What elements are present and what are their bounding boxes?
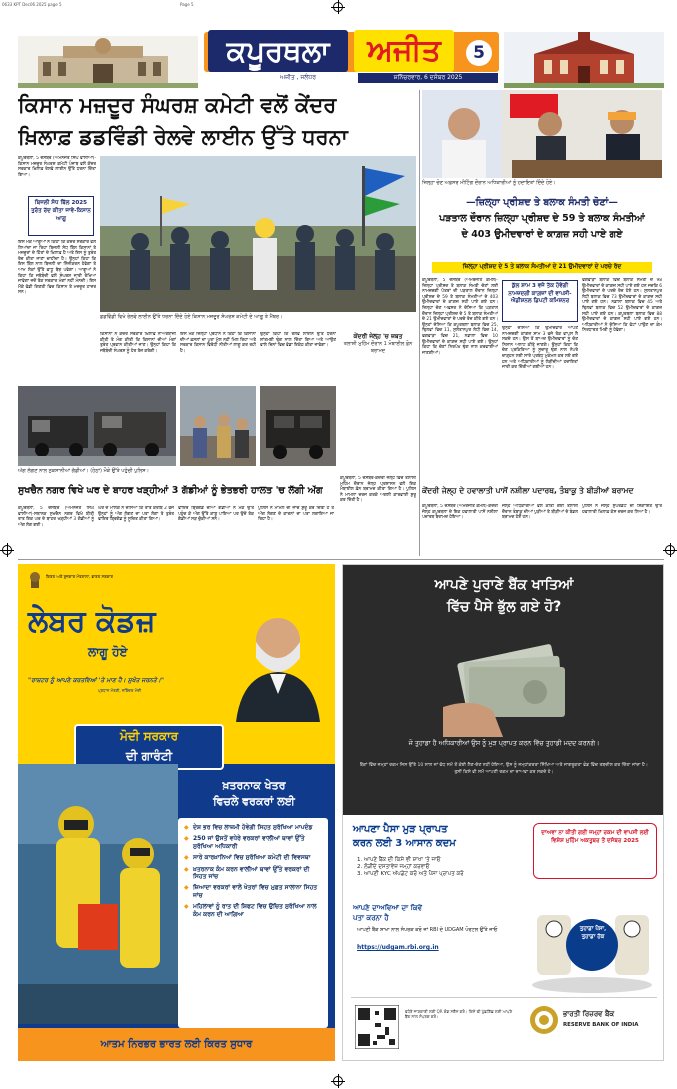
registration-mark-left	[2, 545, 12, 555]
color-calibration-strip	[40, 1078, 68, 1089]
jail-body-column-2: ਜੇਲ੍ਹ ਅਧਿਕਾਰੀਆਂ ਵਲੋਂ ਕੀਤੀ ਗਈ ਤਲਾਸ਼ੀ ਦੌਰਾਨ ਤੰਬਾਕੂ ਦੀਆਂ ਪੁੜੀਆਂ ਤੇ ਬੀੜੀਆਂ ਦੇ ਬੰਡਲ ਬਰਾਮਦ ਹੋਏ ਹਨ।	[502, 504, 578, 521]
burnt-vehicles-illustration	[18, 386, 176, 466]
rbi-campaign-badge	[572, 925, 614, 941]
jail-sub-text: ਤਲਾਸ਼ੀ ਮੁਹਿੰਮ ਦੌਰਾਨ 1 ਮੋਬਾਈਲ ਫ਼ੋਨ ਬਰਾਮਦ	[343, 341, 413, 354]
jail-body-column-3: ਪੁਲਿਸ ਨੇ ਜੇਲ੍ਹ ਸੁਪਰਡੈਂਟ ਦੀ ਸ਼ਿਕਾਇਤ ਉੱਤੇ ਹਵਾਲਾਤੀ ਖ਼ਿਲਾਫ਼ ਕੇਸ ਦਰਜ ਕਰ ਲਿਆ ਹੈ।	[582, 504, 662, 515]
qr-code-icon	[355, 1005, 399, 1049]
guarantee-line1: ਮੋਦੀ ਸਰਕਾਰ	[119, 729, 179, 743]
rbi-headline-line2: ਵਿੱਚ ਪੈਸੇ ਭੁੱਲ ਗਏ ਹੋ?	[446, 599, 562, 615]
right-headline-line1: ਪੜਤਾਲ ਦੌਰਾਨ ਜ਼ਿਲ੍ਹਾ ਪ੍ਰੀਸ਼ਦ ਦੇ 59 ਤੇ ਬਲਾਕ ਸੰਮਤੀਆਂ	[439, 213, 645, 224]
masthead-city: ਅਜੀਤ , ਜਲੰਧਰ	[280, 74, 316, 81]
registration-mark-bottom	[333, 1076, 343, 1086]
rbi-unclaimed-deposits-ad	[342, 564, 664, 1061]
fire-photo-middle	[180, 386, 256, 466]
rbi-info-body: ਬੈਂਕਾਂ ਵਿੱਚ ਜਮ੍ਹਾਂ ਰਕਮ ਜਿਸ ਉੱਤੇ 10 ਸਾਲ ਜਾਂ ਵੱਧ ਸਮੇਂ ਤੋਂ ਕੋਈ ਲੈਣ-ਦੇਣ ਨਹੀਂ ਹੋਇਆ, ਉਸ ਨੂੰ ਜਮ੍ਹਾਂਕਰਤਾ ਸਿੱਖਿਆ ਅਤੇ ਜਾਗਰੂਕਤਾ ਫੰਡ ਵਿੱਚ ਤਬਦੀਲ ਕਰ ਦਿੱਤਾ ਜਾਂਦਾ ਹੈ। ਤੁਸੀਂ ਕਿਸੇ ਵੀ ਸਮੇਂ ਆਪਣੀ ਰਕਮ ਦਾ ਦਾਅਵਾ ਕਰ ਸਕਦੇ ਹੋ।	[360, 763, 648, 775]
labour-benefit-item: ◆ ਦੇਸ਼ ਭਰ ਵਿਚ ਲਾਜ਼ਮੀ ਹੋਵੇਗੀ ਸਿਹਤ ਸੁਰੱਖਿਆ ਮਾਪਦੰਡ	[184, 824, 322, 831]
labour-codes-ad	[18, 564, 335, 1061]
fire-body-column-5: ਕਪੂਰਥਲਾ, 5 ਦਸੰਬਰ-ਕੇਂਦਰੀ ਜੇਲ੍ਹ ਵਿਚ ਤਲਾਸ਼ੀ ਮੁਹਿੰਮ ਦੌਰਾਨ ਜੇਲ੍ਹ ਪ੍ਰਸ਼ਾਸਨ ਵਲੋਂ ਇਕ ਮੋਬਾਈਲ ਫ਼ੋਨ ਬਰਾਮਦ ਕੀਤਾ ਗਿਆ ਹੈ। ਪੁਲਿਸ ਨੇ ਮਾਮਲਾ ਦਰਜ ਕਰਕੇ ਅਗਲੀ ਕਾਰਵਾਈ ਸ਼ੁਰੂ ਕਰ ਦਿੱਤੀ ਹੈ।	[340, 476, 416, 504]
masthead-title-right: ਅਜੀਤ	[354, 30, 454, 72]
right-body-column-1: ਕਪੂਰਥਲਾ, 5 ਦਸੰਬਰ (ਅਮਰਜੀਤ ਕੋਮਲ)-ਜ਼ਿਲ੍ਹਾ ਪ੍ਰੀਸ਼ਦ ਤੇ ਬਲਾਕ ਸੰਮਤੀ ਚੋਣਾਂ ਲਈ ਨਾਮਜ਼ਦਗੀ ਪੱਤਰਾਂ ਦੀ ਪੜਤਾਲ ਦੌਰਾਨ ਜ਼ਿਲ੍ਹਾ ਪ੍ਰੀਸ਼ਦ ਦੇ 59 ਤੇ ਬਲਾਕ ਸੰਮਤੀਆਂ ਦੇ 403 ਉਮੀਦਵਾਰਾਂ ਦੇ ਕਾਗ਼ਜ਼ ਸਹੀ ਪਾਏ ਗਏ ਹਨ। ਜ਼ਿਲ੍ਹਾ ਚੋਣ ਅਫ਼ਸਰ ਨੇ ਦੱਸਿਆ ਕਿ ਪੜਤਾਲ ਦੌਰਾਨ ਜ਼ਿਲ੍ਹਾ ਪ੍ਰੀਸ਼ਦ ਦੇ 5 ਤੇ ਬਲਾਕ ਸੰਮਤੀਆਂ ਦੇ 21 ਉਮੀਦਵਾਰਾਂ ਦੇ ਪਰਚੇ ਰੱਦ ਕੀਤੇ ਗਏ ਹਨ। ਉਨ੍ਹਾਂ ਦੱਸਿਆ ਕਿ ਕਪੂਰਥਲਾ ਬਲਾਕ ਵਿਚ 25, ਢਿਲਵਾਂ ਵਿਚ 11, ਸੁਲਤਾਨਪੁਰ ਲੋਧੀ ਵਿਚ 14, ਫਗਵਾੜਾ ਵਿਚ 21, ਨਡਾਲਾ ਵਿਚ 10 ਉਮੀਦਵਾਰਾਂ ਦੇ ਕਾਗ਼ਜ਼ ਸਹੀ ਪਾਏ ਗਏ। ਉਨ੍ਹਾਂ ਕਿਹਾ ਕਿ ਚੋਣਾਂ ਨਿਰਪੱਖ ਢੰਗ ਨਾਲ ਕਰਵਾਈਆਂ ਜਾਣਗੀਆਂ।	[422, 278, 498, 356]
labour-benefit-item: ◆ ਖ਼ਤਰਨਾਕ ਕੰਮ ਕਰਨ ਵਾਲੀਆਂ ਥਾਵਾਂ ਉੱਤੇ ਵਰਕਰਾਂ ਦੀ ਸਿਹਤ ਜਾਂਚ	[184, 866, 322, 881]
labour-ad-quote: "ਰਾਸ਼ਟਰ ਨੂੰ ਆਪਣੇ ਕਰਤਵਿਆਂ 'ਤੇ ਮਾਣ ਹੈ। ਸੁਖੰਤ ਜਰਨਤੇ।"	[28, 677, 164, 684]
rbi-info-line: ਜੋ ਤੁਹਾਡਾ ਹੈ ਅਧਿਕਾਰੀਆਂ ਉਸ ਨੂੰ ਮੁੜ ਪ੍ਰਾਪਤ ਕਰਨ ਵਿੱਚ ਤੁਹਾਡੀ ਮਦਦ ਕਰਨਗੇ।	[408, 739, 600, 747]
rbi-bank-name-pa: ਭਾਰਤੀ ਰਿਜ਼ਰਵ ਬੈਂਕ	[563, 1010, 615, 1018]
rbi-step-item: 1. ਆਪਣੇ ਬੈਂਕ ਦੀ ਕਿਸੇ ਵੀ ਸ਼ਾਖਾ 'ਤੇ ਜਾਓ	[357, 857, 441, 863]
lead-headline-line1: ਕਿਸਾਨ ਮਜ਼ਦੂਰ ਸੰਘਰਸ਼ ਕਮੇਟੀ ਵਲੋਂ ਕੇਂਦਰ	[18, 93, 337, 117]
rbi-claim-body: ਆਪਣੀ ਬੈਂਕ ਸ਼ਾਖਾ ਨਾਲ ਸੰਪਰਕ ਕਰੋ ਜਾਂ RBI ਦੇ UDGAM ਪੋਰਟਲ ਉੱਤੇ ਜਾਓ	[357, 927, 498, 933]
rbi-steps-list	[357, 857, 517, 878]
rbi-logo-icon	[529, 1005, 559, 1035]
right-inset-box: ਕੁੱਲ ਸ਼ਾਮ 3 ਵਜੇ ਤੱਕ ਹੋਵੇਗੀ ਨਾਮਜ਼ਦਗੀ ਕਾਗ਼ਜ਼ਾਂ ਦੀ ਵਾਪਸੀ-ਐਡੀਸ਼ਨਲ ਡਿਪਟੀ ਕਮਿਸ਼ਨਰ	[502, 280, 578, 322]
jail-body-column-1: ਕਪੂਰਥਲਾ, 5 ਦਸੰਬਰ (ਅਮਰਜੀਤ ਕੋਮਲ)-ਕੇਂਦਰੀ ਜੇਲ੍ਹ ਕਪੂਰਥਲਾ ਦੇ ਇਕ ਹਵਾਲਾਤੀ ਪਾਸੋਂ ਨਸ਼ੀਲਾ ਪਦਾਰਥ ਬਰਾਮਦ ਹੋਇਆ।	[422, 504, 498, 521]
lead-body-column-2: ਇਸ ਮੌਕੇ ਆਗੂਆਂ ਨੇ ਕਿਹਾ ਕਿ ਕੇਂਦਰ ਸਰਕਾਰ ਵਲੋਂ ਲਿਆਂਦਾ ਜਾ ਰਿਹਾ ਬਿਜਲੀ ਸੋਧ ਬਿੱਲ ਕਿਸਾਨਾਂ ਤੇ ਮਜ਼ਦੂਰਾਂ ਦੇ ਹਿੱਤਾਂ ਦੇ ਖ਼ਿਲਾਫ਼ ਹੈ ਅਤੇ ਇਸ ਨੂੰ ਤੁਰੰਤ ਰੱਦ ਕੀਤਾ ਜਾਣਾ ਚਾਹੀਦਾ ਹੈ। ਉਨ੍ਹਾਂ ਕਿਹਾ ਕਿ ਇਸ ਬਿੱਲ ਨਾਲ ਬਿਜਲੀ ਦਾ ਨਿੱਜੀਕਰਨ ਹੋਵੇਗਾ ਤੇ ਆਮ ਲੋਕਾਂ ਉੱਤੇ ਵਾਧੂ ਬੋਝ ਪਵੇਗਾ। ਆਗੂਆਂ ਨੇ ਕਿਹਾ ਕਿ ਜਥੇਬੰਦੀ ਵਲੋਂ ਸੰਘਰਸ਼ ਜਾਰੀ ਰੱਖਿਆ ਜਾਵੇਗਾ ਜਦੋਂ ਤੱਕ ਸਰਕਾਰ ਮੰਗਾਂ ਨਹੀਂ ਮੰਨਦੀ। ਇਸ ਮੌਕੇ ਵੱਡੀ ਗਿਣਤੀ ਵਿਚ ਕਿਸਾਨ ਤੇ ਮਜ਼ਦੂਰ ਹਾਜ਼ਰ ਸਨ।	[18, 240, 96, 296]
right-strap: ਜ਼ਿਲ੍ਹਾ ਪ੍ਰੀਸ਼ਦ ਦੇ 5 ਤੇ ਬਲਾਕ ਸੰਮਤੀਆਂ ਦੇ 21 ਉਮੀਦਵਾਰਾਂ ਦੇ ਪਰਚੇ ਰੱਦ	[432, 262, 652, 273]
rbi-claim-title	[353, 903, 523, 923]
registration-mark-top	[333, 2, 343, 12]
prime-minister-portrait	[228, 602, 328, 722]
rbi-step-item: 2. ਲੋੜੀਂਦੇ ਦਸਤਾਵੇਜ਼ ਜਮ੍ਹਾਂ ਕਰਵਾਓ	[357, 864, 430, 870]
fire-photo-left	[18, 386, 176, 466]
labour-benefit-item: ◆ ਮਹਿਲਾਵਾਂ ਨੂੰ ਰਾਤ ਦੀ ਸ਼ਿਫਟ ਵਿਚ ਉਚਿਤ ਸੁਰੱਖਿਆ ਨਾਲ ਕੰਮ ਕਰਨ ਦੀ ਆਗਿਆ	[184, 903, 322, 918]
labour-benefits-list	[178, 818, 328, 1028]
emblem-icon	[28, 570, 42, 590]
labour-ad-subtitle: ਲਾਗੂ ਹੋਏ	[88, 645, 128, 659]
page-number: 5	[466, 40, 492, 66]
labour-benefit-item: ◆ 250 ਜਾਂ ਉਸਤੋਂ ਵਧੇਰੇ ਵਰਕਰਾਂ ਵਾਲੀਆਂ ਥਾਵਾਂ ਉੱਤੇ ਸੁਰੱਖਿਆ ਅਧਿਕਾਰੀ	[184, 835, 322, 850]
rbi-footer-text: ਵਧੇਰੇ ਜਾਣਕਾਰੀ ਲਈ QR ਕੋਡ ਸਕੈਨ ਕਰੋ। ਕਿਸੇ ਵੀ ਪੁੱਛਗਿੱਛ ਲਈ ਆਪਣੇ ਬੈਂਕ ਨਾਲ ਸੰਪਰਕ ਕਰੋ।	[405, 1009, 513, 1019]
fire-photo-right	[260, 386, 336, 466]
fire-photo-caption: ਅੱਗ ਲੱਗਣ ਨਾਲ ਨੁਕਸਾਨੀਆਂ ਗੱਡੀਆਂ। (ਹੇਠਾਂ) ਮੌਕੇ ਉੱਤੇ ਪਹੁੰਚੀ ਪੁਲਿਸ।	[18, 468, 149, 474]
section-title-box	[180, 778, 328, 810]
masthead-title-left: ਕਪੂਰਥਲਾ	[208, 30, 348, 72]
labour-ad-quote-by: ਪ੍ਰਧਾਨ ਮੰਤਰੀ, ਨਰਿੰਦਰ ਮੋਦੀ	[98, 688, 142, 693]
lead-photo-caption: ਡਡਵਿੰਡੀ ਵਿਖੇ ਰੇਲਵੇ ਲਾਈਨ ਉੱਤੇ ਧਰਨਾ ਦਿੰਦੇ ਹੋਏ ਕਿਸਾਨ ਮਜ਼ਦੂਰ ਸੰਘਰਸ਼ ਕਮੇਟੀ ਦੇ ਆਗੂ ਤੇ ਮੈਂਬਰ।	[100, 314, 283, 320]
building-illustration-right	[504, 28, 664, 88]
lead-body-column: ਕਪੂਰਥਲਾ, 5 ਦਸੰਬਰ (ਅਮਨਜੋਤ ਸਿੰਘ ਵਾਲੀਆ)-ਕਿਸਾਨ ਮਜ਼ਦੂਰ ਸੰਘਰਸ਼ ਕਮੇਟੀ ਪੰਜਾਬ ਵਲੋਂ ਕੇਂਦਰ ਸਰਕਾਰ ਖ਼ਿਲਾਫ਼ ਰੇਲਵੇ ਲਾਈਨ ਉੱਤੇ ਧਰਨਾ ਦਿੱਤਾ ਗਿਆ।	[18, 156, 96, 178]
lead-protest-photo	[100, 156, 416, 312]
lead-body-column-3: ਕਿਸਾਨਾਂ ਨੇ ਕੇਂਦਰ ਸਰਕਾਰ ਖ਼ਿਲਾਫ਼ ਨਾਅਰੇਬਾਜ਼ੀ ਕੀਤੀ ਤੇ ਮੰਗ ਕੀਤੀ ਕਿ ਕਿਸਾਨਾਂ ਦੀਆਂ ਮੰਗਾਂ ਤੁਰੰਤ ਪ੍ਰਵਾਨ ਕੀਤੀਆਂ ਜਾਣ। ਉਨ੍ਹਾਂ ਕਿਹਾ ਕਿ ਜਥੇਬੰਦੀ ਸੰਘਰਸ਼ ਨੂੰ ਹੋਰ ਤੇਜ਼ ਕਰੇਗੀ।	[100, 332, 176, 354]
lead-headline-line2: ਖ਼ਿਲਾਫ਼ ਡਡਵਿੰਡੀ ਰੇਲਵੇ ਲਾਈਨ ਉੱਤੇ ਧਰਨਾ	[18, 125, 348, 149]
labour-ad-footer: ਆਤਮ ਨਿਰਭਰ ਭਾਰਤ ਲਈ ਕਿਰਤ ਸੁਧਾਰ	[18, 1028, 335, 1061]
rbi-headline-line1: ਆਪਣੇ ਪੁਰਾਣੇ ਬੈਂਕ ਖਾਤਿਆਂ	[434, 577, 574, 593]
fire-body-column-4: ਪੁਲਿਸ ਨੇ ਮਾਮਲੇ ਦੀ ਜਾਂਚ ਸ਼ੁਰੂ ਕਰ ਦਿੱਤੀ ਹੈ ਤੇ ਅੱਗ ਲੱਗਣ ਦੇ ਕਾਰਨਾਂ ਦਾ ਪਤਾ ਲਗਾਇਆ ਜਾ ਰਿਹਾ ਹੈ।	[258, 506, 334, 523]
jail-label-text: ਕੇਂਦਰੀ ਜੇਲ੍ਹ 'ਚ ਜ਼ਬਤ	[353, 333, 403, 340]
labour-benefit-item: ◆ ਜ਼ਿਆਦਾ ਵਰਕਰਾਂ ਵਾਲੇ ਖੇਤਰਾਂ ਵਿਚ ਮੁਫ਼ਤ ਸਾਲਾਨਾ ਸਿਹਤ ਜਾਂਚ	[184, 884, 322, 899]
section-rule	[18, 559, 664, 560]
print-slug-right: Page 5	[180, 2, 194, 7]
protest-photo-illustration	[100, 156, 416, 312]
burnt-car-closeup-illustration	[260, 386, 336, 466]
column-rule	[419, 90, 420, 556]
fire-body-column-2: ਘਰ ਦੇ ਮਾਲਕ ਨੇ ਦੱਸਿਆ ਕਿ ਰਾਤ ਕਰੀਬ 2 ਵਜੇ ਉਨ੍ਹਾਂ ਨੂੰ ਅੱਗ ਲੱਗਣ ਦਾ ਪਤਾ ਲੱਗਾ ਤੇ ਤੁਰੰਤ ਫਾਇਰ ਬ੍ਰਿਗੇਡ ਨੂੰ ਸੂਚਿਤ ਕੀਤਾ ਗਿਆ।	[98, 506, 174, 523]
right-body-column-2: ਉਨ੍ਹਾਂ ਦੱਸਿਆ ਕਿ ਉਮੀਦਵਾਰ ਆਪਣੇ ਨਾਮਜ਼ਦਗੀ ਕਾਗ਼ਜ਼ ਸ਼ਾਮ 3 ਵਜੇ ਤੱਕ ਵਾਪਸ ਲੈ ਸਕਦੇ ਹਨ। ਉਸ ਤੋਂ ਬਾਅਦ ਉਮੀਦਵਾਰਾਂ ਨੂੰ ਚੋਣ ਨਿਸ਼ਾਨ ਅਲਾਟ ਕੀਤੇ ਜਾਣਗੇ। ਉਨ੍ਹਾਂ ਕਿਹਾ ਕਿ ਚੋਣ ਪ੍ਰਕਿਰਿਆ ਨੂੰ ਸੁਚਾਰੂ ਢੰਗ ਨਾਲ ਨੇਪਰੇ ਚਾੜ੍ਹਨ ਲਈ ਸਾਰੇ ਪ੍ਰਬੰਧ ਮੁਕੰਮਲ ਕਰ ਲਏ ਗਏ ਹਨ ਅਤੇ ਅਧਿਕਾਰੀਆਂ ਨੂੰ ਲੋੜੀਂਦੀਆਂ ਹਦਾਇਤਾਂ ਜਾਰੀ ਕਰ ਦਿੱਤੀਆਂ ਗਈਆਂ ਹਨ।	[502, 326, 578, 371]
rbi-steps-title-line2: ਕਰਨ ਲਈ 3 ਆਸਾਨ ਕਦਮ	[353, 838, 456, 849]
labour-ad-title: ਲੇਬਰ ਕੋਡਜ਼	[28, 604, 156, 639]
rbi-claim-title-line2: ਪਤਾ ਕਰਨਾ ਹੈ	[353, 914, 389, 922]
jail-story-label	[340, 332, 416, 372]
section-title-line1: ਖ਼ਤਰਨਾਕ ਖੇਤਰ	[222, 779, 286, 792]
labour-benefit-item: ◆ ਸਾਰੇ ਕਾਰਖ਼ਾਨਿਆਂ ਵਿਚ ਸੁਰੱਖਿਆ ਕਮੇਟੀ ਦੀ ਵਿਵਸਥਾ	[184, 854, 322, 861]
jail-headline: ਕੇਂਦਰੀ ਜੇਲ੍ਹ ਦੇ ਹਵਾਲਾਤੀ ਪਾਸੋਂ ਨਸ਼ੀਲਾ ਪਦਾਰਥ, ਤੰਬਾਕੂ ਤੇ ਬੀੜੀਆਂ ਬਰਾਮਦ	[422, 486, 634, 495]
meeting-photo-illustration	[422, 90, 662, 178]
ministry-name: ਕਿਰਤ ਅਤੇ ਰੁਜ਼ਗਾਰ ਮੰਤਰਾਲਾ, ਭਾਰਤ ਸਰਕਾਰ	[46, 574, 113, 579]
rbi-footer-rule	[351, 997, 657, 998]
rbi-bank-name-en: RESERVE BANK OF INDIA	[563, 1022, 639, 1028]
right-kicker: —ਜ਼ਿਲ੍ਹਾ ਪ੍ਰੀਸ਼ਦ ਤੇ ਬਲਾਕ ਸੰਮਤੀ ਚੋਣਾਂ—	[466, 197, 618, 208]
rbi-website[interactable]: https://udgam.rbi.org.in	[357, 944, 439, 951]
rbi-steps-title-line1: ਆਪਣਾ ਪੈਸਾ ਮੁੜ ਪ੍ਰਾਪਤ	[353, 824, 448, 835]
registration-mark-right	[665, 545, 675, 555]
banknotes-illustration	[443, 627, 573, 737]
meeting-photo-caption: ਜ਼ਿਲ੍ਹਾ ਚੋਣ ਅਫ਼ਸਰ ਮੀਟਿੰਗ ਦੌਰਾਨ ਅਧਿਕਾਰੀਆਂ ਨੂੰ ਹਦਾਇਤਾਂ ਦਿੰਦੇ ਹੋਏ।	[422, 180, 556, 186]
fire-body-column-3: ਫਾਇਰ ਬ੍ਰਿਗੇਡ ਦੀਆਂ ਗੱਡੀਆਂ ਨੇ ਮੌਕੇ ਉੱਤੇ ਪਹੁੰਚ ਕੇ ਅੱਗ ਉੱਤੇ ਕਾਬੂ ਪਾਇਆ ਪਰ ਉਦੋਂ ਤੱਕ ਗੱਡੀਆਂ ਸੜ ਚੁੱਕੀਆਂ ਸਨ।	[178, 506, 254, 523]
lead-sidebar-label: ਬਿਜਲੀ ਸੋਧ ਬਿੱਲ 2025 ਤੁਰੰਤ ਰੱਦ ਕੀਤਾ ਜਾਵੇ-ਕਿਸਾਨ ਆਗੂ	[28, 196, 94, 236]
meeting-photo	[422, 90, 662, 178]
rbi-notice-box: ਦਾਅਵਾ ਨਾ ਕੀਤੀ ਗਈ ਜਮ੍ਹਾਂ ਰਕਮ ਦੀ ਵਾਪਸੀ ਲਈ ਵਿਸ਼ੇਸ਼ ਮੁਹਿੰਮ ਅਕਤੂਬਰ ਤੋਂ ਦਸੰਬਰ 2025	[533, 823, 657, 879]
rbi-steps-title	[353, 823, 523, 851]
building-illustration-left	[18, 28, 198, 88]
police-at-site-illustration	[180, 386, 256, 466]
campaign-badge-line1: ਤੁਹਾਡਾ ਪੈਸਾ,	[579, 926, 607, 932]
fire-body-column-1: ਕਪੂਰਥਲਾ, 5 ਦਸੰਬਰ (ਅਮਨਜੋਤ ਸਿੰਘ ਵਾਲੀਆ)-ਸਥਾਨਕ ਸੁਖਚੈਨ ਨਗਰ ਵਿਖੇ ਬੀਤੀ ਰਾਤ ਇਕ ਘਰ ਦੇ ਬਾਹਰ ਖੜ੍ਹੀਆਂ 3 ਗੱਡੀਆਂ ਨੂੰ ਅੱਗ ਲੱਗ ਗਈ।	[18, 506, 94, 528]
masthead-date: ਸ਼ਨਿੱਚਰਵਾਰ, 6 ਦਸੰਬਰ 2025	[358, 73, 498, 83]
section-title-line2: ਵਿਚਲੇ ਵਰਕਰਾਂ ਲਈ	[213, 795, 295, 808]
rbi-step-item: 3. ਆਪਣੀ KYC ਅੱਪਡੇਟ ਕਰੋ ਅਤੇ ਪੈਸਾ ਪ੍ਰਾਪਤ ਕਰੋ	[357, 871, 464, 877]
guarantee-line2: ਦੀ ਗਾਰੰਟੀ	[125, 749, 173, 763]
print-slug: 0633 KPT Dec06 2025 page 5	[2, 2, 62, 7]
right-body-column-3: ਫਗਵਾੜਾ ਬਲਾਕ ਵਿਚ ਬਲਾਕ ਸੰਮਤੀ ਦੇ 98 ਉਮੀਦਵਾਰਾਂ ਦੇ ਕਾਗ਼ਜ਼ ਸਹੀ ਪਾਏ ਗਏ ਹਨ ਜਦਕਿ 6 ਉਮੀਦਵਾਰਾਂ ਦੇ ਪਰਚੇ ਰੱਦ ਹੋਏ ਹਨ। ਸੁਲਤਾਨਪੁਰ ਲੋਧੀ ਬਲਾਕ ਵਿਚ 73 ਉਮੀਦਵਾਰਾਂ ਦੇ ਕਾਗ਼ਜ਼ ਸਹੀ ਪਾਏ ਗਏ ਹਨ। ਨਡਾਲਾ ਬਲਾਕ ਵਿਚ 45 ਅਤੇ ਢਿਲਵਾਂ ਬਲਾਕ ਵਿਚ 52 ਉਮੀਦਵਾਰਾਂ ਦੇ ਕਾਗ਼ਜ਼ ਸਹੀ ਪਾਏ ਗਏ ਹਨ। ਕਪੂਰਥਲਾ ਬਲਾਕ ਵਿਚ 88 ਉਮੀਦਵਾਰਾਂ ਦੇ ਕਾਗ਼ਜ਼ ਸਹੀ ਪਾਏ ਗਏ ਹਨ। ਅਧਿਕਾਰੀਆਂ ਨੇ ਦੱਸਿਆ ਕਿ ਵੋਟਾਂ ਪਾਉਣ ਦਾ ਕੰਮ ਨਿਰਧਾਰਤ ਮਿਤੀ ਨੂੰ ਹੋਵੇਗਾ।	[582, 278, 662, 334]
hazmat-workers-illustration	[18, 764, 178, 1024]
right-headline-line2: ਦੇ 403 ਉਮੀਦਵਾਰਾਂ ਦੇ ਕਾਗ਼ਜ਼ ਸਹੀ ਪਾਏ ਗਏ	[461, 229, 623, 240]
lead-body-column-4: ਇਸ ਮੌਕੇ ਜ਼ਿਲ੍ਹਾ ਪ੍ਰਧਾਨ ਨੇ ਕਿਹਾ ਕਿ ਕਿਸਾਨਾਂ ਦੀਆਂ ਫ਼ਸਲਾਂ ਦਾ ਪੂਰਾ ਮੁੱਲ ਨਹੀਂ ਮਿਲ ਰਿਹਾ ਅਤੇ ਸਰਕਾਰ ਕਿਸਾਨ ਵਿਰੋਧੀ ਨੀਤੀਆਂ ਲਾਗੂ ਕਰ ਰਹੀ ਹੈ।	[180, 332, 256, 354]
masthead	[18, 28, 664, 88]
campaign-badge-line2: ਤੁਹਾਡਾ ਹੱਕ	[581, 934, 605, 940]
lead-body-column-5: ਉਨ੍ਹਾਂ ਕਿਹਾ ਕਿ ਰੇਲਵੇ ਲਾਈਨ ਉੱਤੇ ਧਰਨਾ ਸ਼ਾਂਤਮਈ ਢੰਗ ਨਾਲ ਦਿੱਤਾ ਗਿਆ ਅਤੇ ਆਉਣ ਵਾਲੇ ਦਿਨਾਂ ਵਿਚ ਵੱਡਾ ਇਕੱਠ ਕੀਤਾ ਜਾਵੇਗਾ।	[260, 332, 336, 349]
fire-headline: ਸੁਖਚੈਨ ਨਗਰ ਵਿਖੇ ਘਰ ਦੇ ਬਾਹਰ ਖੜ੍ਹੀਆਂ 3 ਗੱਡੀਆਂ ਨੂੰ ਭੇਤਭਰੀ ਹਾਲਤ 'ਚ ਲੱਗੀ ਅੱਗ	[18, 485, 323, 496]
rbi-claim-title-line1: ਆਪਣੇ ਦਾਅਵਿਆਂ ਦਾ ਕਿਵੇਂ	[353, 904, 422, 912]
